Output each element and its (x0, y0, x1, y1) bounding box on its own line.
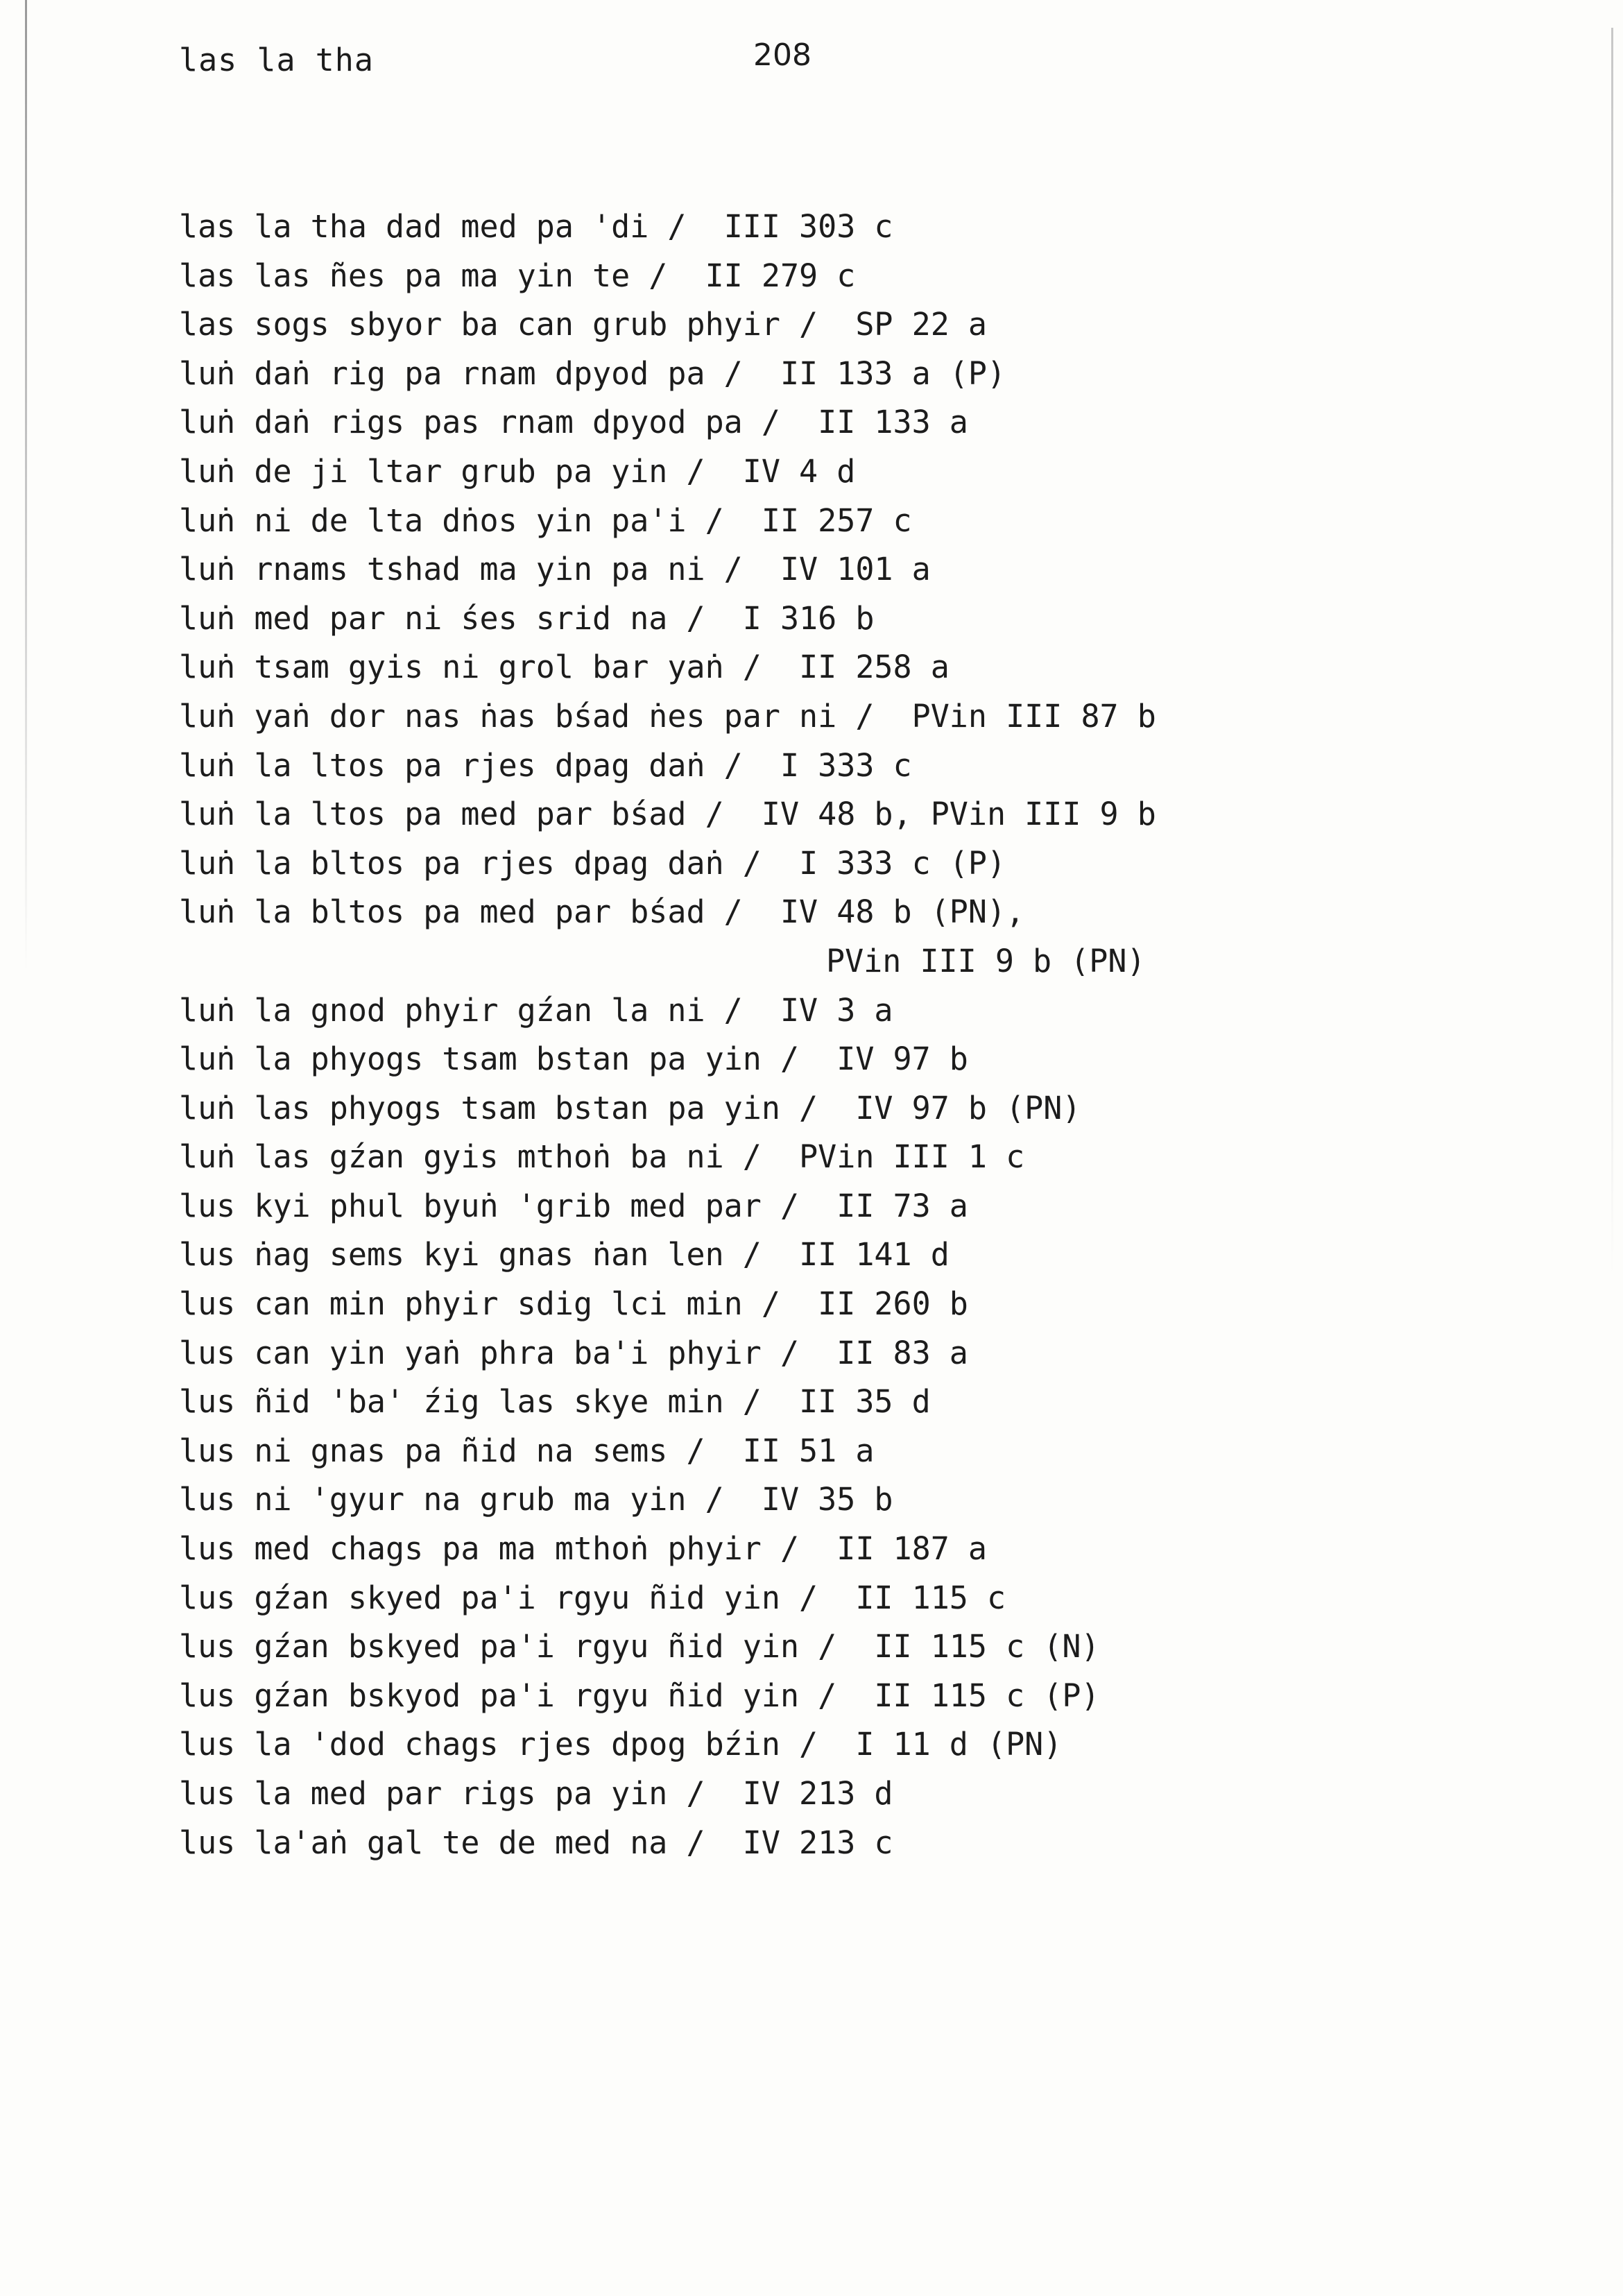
entry-verse: lus gźan bskyod pa'i rgyu ñid yin / (179, 1677, 837, 1714)
index-entry (179, 790, 1552, 839)
index-entry (179, 1084, 1552, 1133)
index-entry (179, 1231, 1552, 1280)
entry-verse: las las ñes pa ma yin te / (179, 257, 668, 294)
entry-verse: luṅ la gnod phyir gźan la ni / (179, 991, 743, 1029)
index-entry-continuation (179, 937, 1552, 986)
scan-edge-left (25, 0, 27, 971)
entry-verse: luṅ daṅ rigs pas rnam dpyod pa / (179, 404, 780, 441)
index-entry (179, 350, 1552, 399)
index-entry (179, 1182, 1552, 1231)
entry-reference: II 83 a (836, 1334, 968, 1371)
entry-verse: luṅ las gźan gyis mthoṅ ba ni / (179, 1138, 762, 1176)
index-entry (179, 888, 1552, 937)
index-entry (179, 692, 1552, 742)
entry-reference: IV 4 d (742, 452, 856, 490)
entry-verse: luṅ la ltos pa rjes dpag daṅ / (179, 746, 743, 784)
entry-verse: luṅ daṅ rig pa rnam dpyod pa / (179, 354, 743, 392)
index-entry (179, 1770, 1552, 1819)
entry-reference: IV 101 a (780, 551, 931, 588)
entry-reference: IV 97 b (PN) (855, 1089, 1081, 1126)
index-entry (179, 1672, 1552, 1721)
entry-verse: las sogs sbyor ba can grub phyir / (179, 306, 818, 343)
entry-reference: I 11 d (PN) (855, 1726, 1063, 1763)
entry-verse: luṅ tsam gyis ni grol bar yaṅ / (179, 649, 762, 686)
index-entry (179, 1525, 1552, 1574)
index-entry (179, 1035, 1552, 1084)
index-entry (179, 594, 1552, 644)
entry-reference: II 115 c (P) (874, 1677, 1100, 1714)
entry-verse: luṅ la phyogs tsam bstan pa yin / (179, 1040, 800, 1078)
entry-verse: lus gźan skyed pa'i rgyu ñid yin / (179, 1579, 818, 1616)
entry-reference: IV 213 d (742, 1775, 893, 1812)
entry-reference: II 260 b (818, 1285, 968, 1323)
entry-verse: lus med chags pa ma mthoṅ phyir / (179, 1530, 800, 1568)
entry-verse: lus ni 'gyur na grub ma yin / (179, 1481, 724, 1518)
entry-verse: luṅ las phyogs tsam bstan pa yin / (179, 1089, 818, 1126)
index-entry (179, 1622, 1552, 1672)
entry-reference: II 35 d (799, 1383, 931, 1421)
entry-verse: luṅ la bltos pa rjes dpag daṅ / (179, 844, 762, 882)
entry-verse: luṅ la ltos pa med par bśad / (179, 796, 724, 833)
index-entry (179, 497, 1552, 546)
entry-reference: II 133 a (P) (780, 354, 1006, 392)
entry-verse: lus la'aṅ gal te de med na / (179, 1824, 705, 1861)
entry-reference: PVin III 87 b (911, 697, 1156, 735)
index-entry (179, 1720, 1552, 1770)
entry-reference: II 115 c (N) (874, 1628, 1100, 1665)
index-entry (179, 203, 1552, 252)
entry-reference: SP 22 a (855, 306, 987, 343)
index-entry (179, 300, 1552, 350)
index-entry (179, 1574, 1552, 1623)
entry-reference: II 73 a (836, 1187, 968, 1224)
entry-reference: II 258 a (799, 649, 950, 686)
index-entry (179, 1329, 1552, 1378)
entry-verse: lus can yin yaṅ phra ba'i phyir / (179, 1334, 800, 1371)
entry-reference: PVin III 9 b (PN) (826, 942, 1146, 979)
index-entry (179, 1378, 1552, 1427)
entry-reference: IV 48 b, PVin III 9 b (761, 796, 1156, 833)
entry-reference: I 333 c (P) (799, 844, 1006, 882)
entry-verse: lus la med par rigs pa yin / (179, 1775, 705, 1812)
entry-verse: luṅ rnams tshad ma yin pa ni / (179, 551, 743, 588)
page-number: 208 (753, 37, 812, 73)
index-entry (179, 447, 1552, 497)
entry-verse: las la tha dad med pa 'di / (179, 208, 687, 245)
index-entry (179, 1280, 1552, 1329)
entry-verse: lus ṅag sems kyi gnas ṅan len / (179, 1236, 762, 1274)
entry-reference: I 333 c (780, 746, 912, 784)
index-entry (179, 398, 1552, 447)
index-entry (179, 1475, 1552, 1525)
entry-verse: luṅ ni de lta dṅos yin pa'i / (179, 502, 724, 539)
entry-reference: II 141 d (799, 1236, 950, 1274)
index-entry (179, 545, 1552, 594)
entry-reference: II 133 a (818, 404, 968, 441)
verse-index-list (179, 203, 1552, 1867)
entry-verse: lus ñid 'ba' źig las skye min / (179, 1383, 762, 1421)
entry-reference: IV 97 b (836, 1040, 968, 1078)
entry-reference: IV 213 c (742, 1824, 893, 1861)
index-entry (179, 1427, 1552, 1476)
entry-reference: II 115 c (855, 1579, 1006, 1616)
entry-reference: II 51 a (742, 1432, 875, 1469)
entry-reference: IV 48 b (PN), (780, 893, 1025, 931)
scan-edge-right (1611, 28, 1613, 1276)
entry-reference: I 316 b (742, 599, 875, 637)
running-head: las la tha (179, 42, 374, 78)
entry-verse: lus gźan bskyed pa'i rgyu ñid yin / (179, 1628, 837, 1665)
index-entry (179, 1819, 1552, 1868)
entry-verse: lus can min phyir sdig lci min / (179, 1285, 780, 1323)
entry-reference: IV 3 a (780, 991, 893, 1029)
index-entry (179, 252, 1552, 301)
entry-reference: II 187 a (836, 1530, 987, 1568)
entry-reference: II 257 c (761, 502, 912, 539)
index-entry (179, 839, 1552, 889)
entry-reference: II 279 c (705, 257, 856, 294)
entry-reference: PVin III 1 c (799, 1138, 1025, 1176)
entry-verse: luṅ de ji ltar grub pa yin / (179, 452, 705, 490)
entry-reference: IV 35 b (761, 1481, 893, 1518)
entry-verse: lus ni gnas pa ñid na sems / (179, 1432, 705, 1469)
entry-verse: lus la 'dod chags rjes dpog bźin / (179, 1726, 818, 1763)
index-entry (179, 742, 1552, 791)
entry-verse: luṅ med par ni śes srid na / (179, 599, 705, 637)
index-entry (179, 1133, 1552, 1182)
entry-reference: III 303 c (723, 208, 893, 245)
index-entry (179, 986, 1552, 1036)
entry-verse: lus kyi phul byuṅ 'grib med par / (179, 1187, 800, 1224)
entry-verse: luṅ la bltos pa med par bśad / (179, 893, 743, 931)
entry-verse: luṅ yaṅ dor nas ṅas bśad ṅes par ni / (179, 697, 875, 735)
index-entry (179, 643, 1552, 692)
